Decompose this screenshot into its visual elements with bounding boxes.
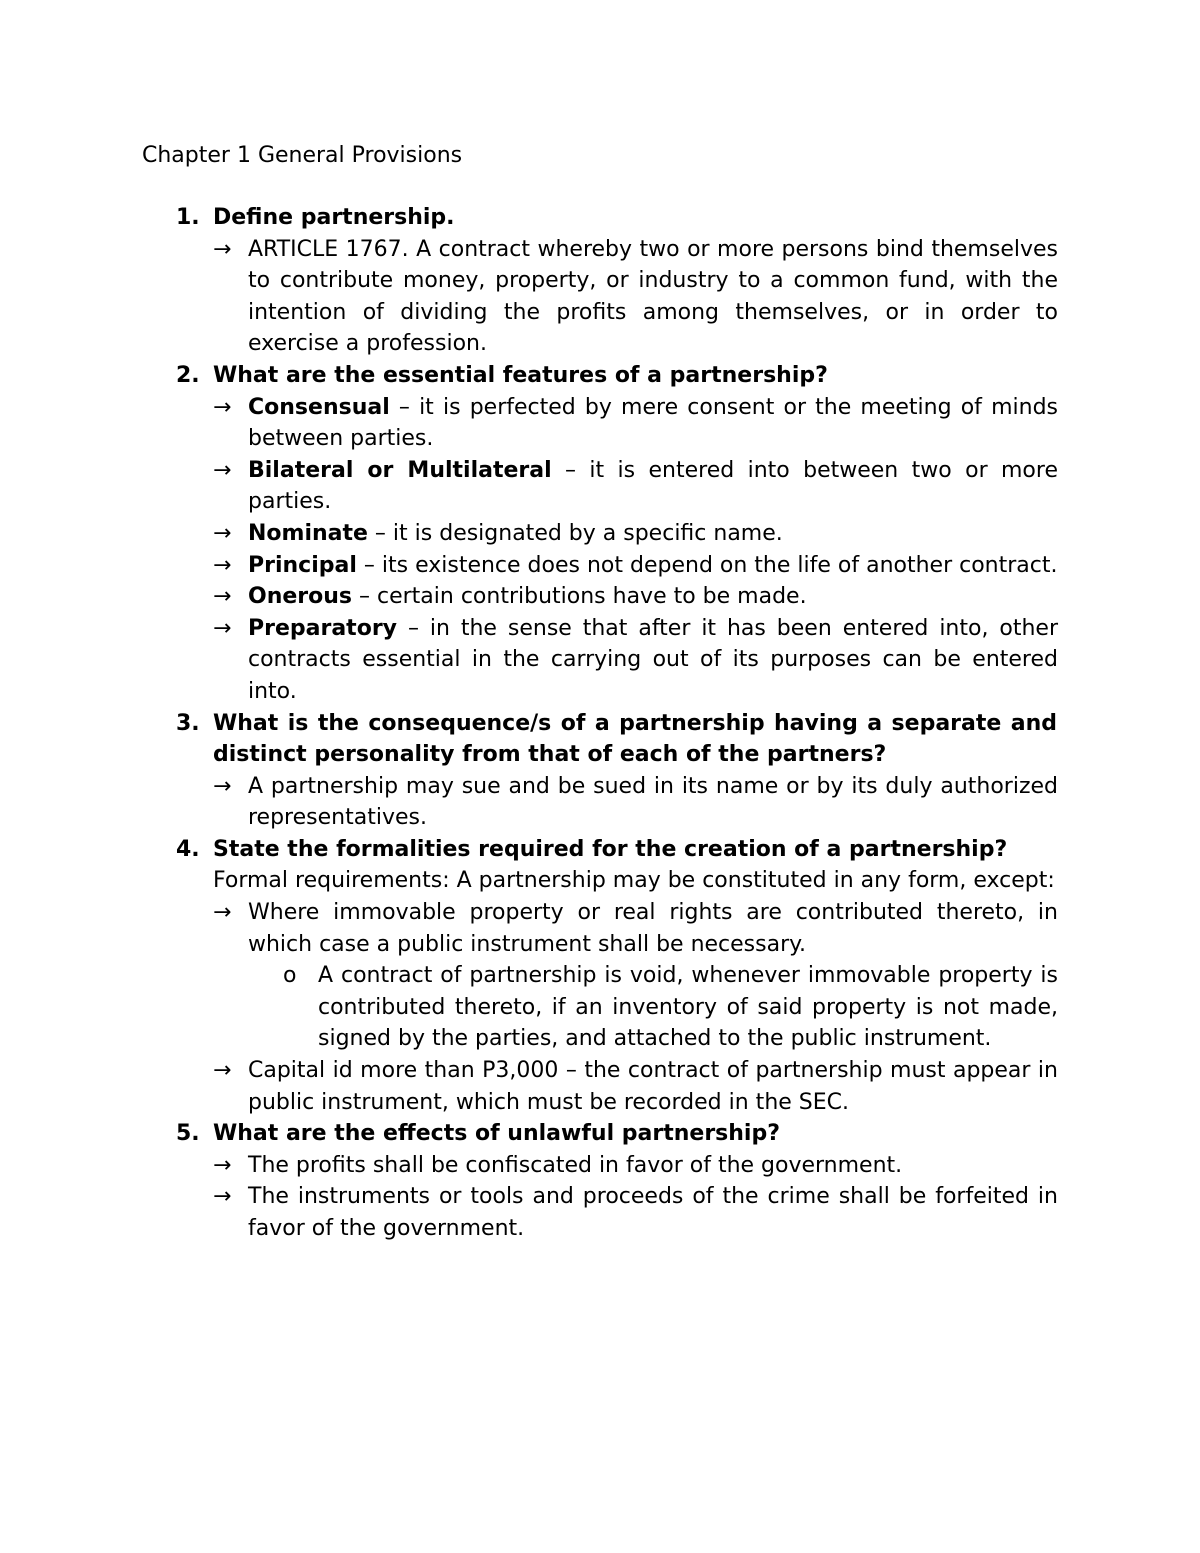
question-list — [0, 202, 1200, 1245]
answer-term: Principal — [248, 552, 357, 578]
answer-text: A partnership may sue and be sued in its name or by its duly authorized representatives. — [248, 773, 1058, 831]
arrow-bullet-icon: → — [213, 773, 232, 799]
arrow-bullet-icon: → — [213, 1184, 232, 1210]
answer-term: Preparatory — [248, 615, 398, 641]
answer-text: Where immovable property or real rights are contributed thereto, in which case a public instrument shall be necessary. — [248, 900, 1058, 957]
arrow-bullet-icon: → — [213, 394, 232, 420]
answer-text: The instruments or tools and proceeds of the crime shall be forfeited in favor of the government. — [248, 1184, 1058, 1241]
question-number: 3. — [176, 710, 200, 736]
arrow-bullet-icon: → — [213, 1058, 232, 1084]
chapter-title: Chapter 1 General Provisions — [142, 143, 463, 168]
sub-answer-item — [0, 960, 1200, 1055]
answer-item — [0, 455, 1200, 518]
question-number: 2. — [176, 362, 200, 388]
answer-text — [248, 455, 1058, 518]
answer-item — [0, 518, 1200, 550]
answer-item — [0, 613, 1200, 708]
answer-item — [0, 234, 1200, 360]
answer-description: – in the sense that after it has been entered into, other contracts essential in the carrying out of its purposes can be entered into. — [248, 615, 1058, 704]
answer-description: – certain contributions have to be made. — [352, 584, 807, 610]
arrow-bullet-icon: → — [213, 520, 232, 546]
answer-item — [0, 1150, 1200, 1182]
answer-description: – it is perfected by mere consent or the meeting of minds between parties. — [248, 394, 1058, 452]
answer-item — [0, 392, 1200, 455]
arrow-bullet-icon: → — [213, 236, 232, 262]
question-text: State the formalities required for the creation of a partnership? — [213, 836, 1008, 862]
question-note: Formal requirements: A partnership may be constituted in any form, except: — [213, 868, 1055, 894]
question-number: 1. — [176, 205, 200, 230]
answer-text: ARTICLE 1767. A contract whereby two or more persons bind themselves to contribute money, property, or industry to a common fund, with the intention of dividing the profits among themselves, or in order to exercise a profession. — [248, 236, 1058, 357]
answer-text: The profits shall be confiscated in favor of the government. — [248, 1152, 903, 1178]
arrow-bullet-icon: → — [213, 1152, 232, 1178]
question-text: What is the consequence/s of a partnership having a separate and distinct personality from that of each of the partners? — [213, 710, 1057, 768]
question-text: Define partnership. — [213, 205, 455, 230]
answer-term: Onerous — [248, 584, 353, 610]
answer-item — [0, 550, 1200, 582]
question-text: What are the effects of unlawful partnership? — [213, 1121, 780, 1147]
answer-term: Nominate — [248, 520, 368, 546]
answer-item — [0, 581, 1200, 613]
answer-text — [248, 581, 1058, 613]
answer-description: – it is designated by a specific name. — [367, 520, 783, 546]
answer-item — [0, 1055, 1200, 1118]
question-item — [0, 360, 1200, 392]
answer-item — [0, 897, 1200, 960]
arrow-bullet-icon: → — [213, 584, 232, 610]
question-number: 4. — [176, 836, 200, 862]
arrow-bullet-icon: → — [213, 900, 232, 926]
answer-description: – it is entered into between two or more parties. — [248, 457, 1058, 515]
question-item — [0, 834, 1200, 866]
arrow-bullet-icon: → — [213, 615, 232, 641]
answer-term: Consensual — [248, 394, 390, 420]
question-number: 5. — [176, 1121, 200, 1147]
answer-text: Capital id more than P3,000 – the contract of partnership must appear in public instrument, which must be recorded in the SEC. — [248, 1058, 1058, 1115]
answer-item — [0, 771, 1200, 834]
arrow-bullet-icon: → — [213, 457, 232, 483]
question-text: What are the essential features of a partnership? — [213, 362, 828, 388]
answer-text — [248, 518, 1058, 550]
question-item — [0, 708, 1200, 771]
circle-bullet-icon: o — [283, 963, 297, 989]
answer-item — [0, 1181, 1200, 1244]
answer-description: – its existence does not depend on the life of another contract. — [356, 552, 1058, 578]
answer-text — [248, 550, 1058, 582]
answer-text — [248, 613, 1058, 708]
arrow-bullet-icon: → — [213, 552, 232, 578]
sub-answer-text: A contract of partnership is void, whenever immovable property is contributed thereto, if an inventory of said property is not made, signed by the parties, and attached to the public instrument. — [318, 963, 1058, 1052]
answer-term: Bilateral or Multilateral — [248, 457, 552, 483]
question-item — [0, 1118, 1200, 1150]
question-item — [0, 202, 1200, 234]
answer-text — [248, 392, 1058, 455]
